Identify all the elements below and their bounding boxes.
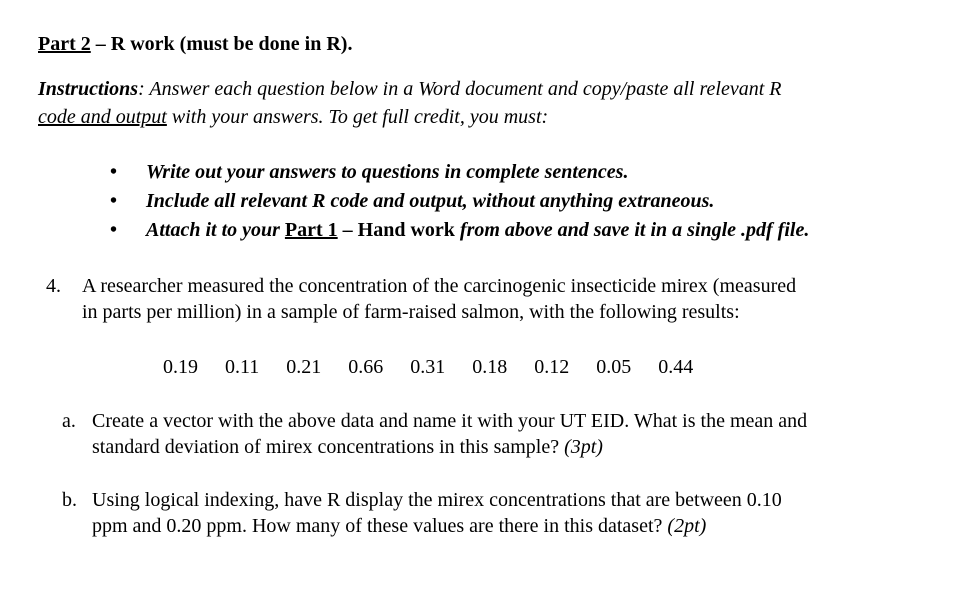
bullet-icon: •	[110, 219, 118, 241]
points-label: (2pt)	[667, 515, 707, 537]
part-1-label: Part 1	[284, 219, 338, 241]
bullet-text: Write out your answers to questions in complete sentences.	[146, 161, 629, 183]
part-2-label: Part 2	[38, 33, 91, 55]
instructions-line1: : Answer each question below in a Word document and copy/paste all relevant R	[138, 78, 782, 100]
part-line: Using logical indexing, have R display the mirex concentrations that are between 0.10	[92, 489, 782, 511]
question-number: 4.	[46, 275, 61, 297]
list-item	[110, 216, 809, 245]
bullet-text-middle: – Hand work	[337, 219, 455, 241]
bullet-icon: •	[110, 190, 118, 212]
data-value: 0.44	[658, 356, 694, 378]
bullet-text-suffix: from above and save it in a single .pdf file.	[454, 219, 810, 241]
instructions	[38, 75, 938, 131]
heading-rest: – R work (must be done in R).	[90, 33, 353, 55]
question-line: A researcher measured the concentration of the carcinogenic insecticide mirex (measured	[82, 275, 797, 297]
instructions-label: Instructions	[38, 78, 139, 100]
bullet-text-prefix: Attach it to your	[146, 219, 285, 241]
list-item	[110, 187, 809, 216]
instructions-underlined: code and output	[38, 106, 167, 128]
instructions-line2: with your answers. To get full credit, you must:	[166, 106, 549, 128]
data-value: 0.12	[534, 356, 570, 378]
section-heading	[38, 31, 352, 57]
part-letter: a.	[62, 410, 76, 432]
data-values	[163, 354, 720, 380]
data-value: 0.31	[410, 356, 446, 378]
part-line: standard deviation of mirex concentrations in this sample?	[92, 436, 565, 458]
question-line: in parts per million) in a sample of farm-raised salmon, with the following results:	[82, 301, 740, 323]
requirements-list	[110, 158, 809, 245]
data-value: 0.19	[163, 356, 198, 378]
bullet-text: Include all relevant R code and output, without anything extraneous.	[146, 190, 715, 212]
points-label: (3pt)	[564, 436, 603, 458]
bullet-icon: •	[110, 161, 118, 183]
part-letter: b.	[62, 489, 77, 511]
list-item	[110, 158, 809, 187]
data-value: 0.11	[225, 356, 260, 378]
data-value: 0.21	[286, 356, 322, 378]
data-value: 0.18	[472, 356, 508, 378]
data-value: 0.66	[348, 356, 384, 378]
part-line: ppm and 0.20 ppm. How many of these values are there in this dataset?	[92, 515, 668, 537]
data-value: 0.05	[596, 356, 632, 378]
part-line: Create a vector with the above data and name it with your UT EID. What is the mean and	[92, 410, 808, 432]
